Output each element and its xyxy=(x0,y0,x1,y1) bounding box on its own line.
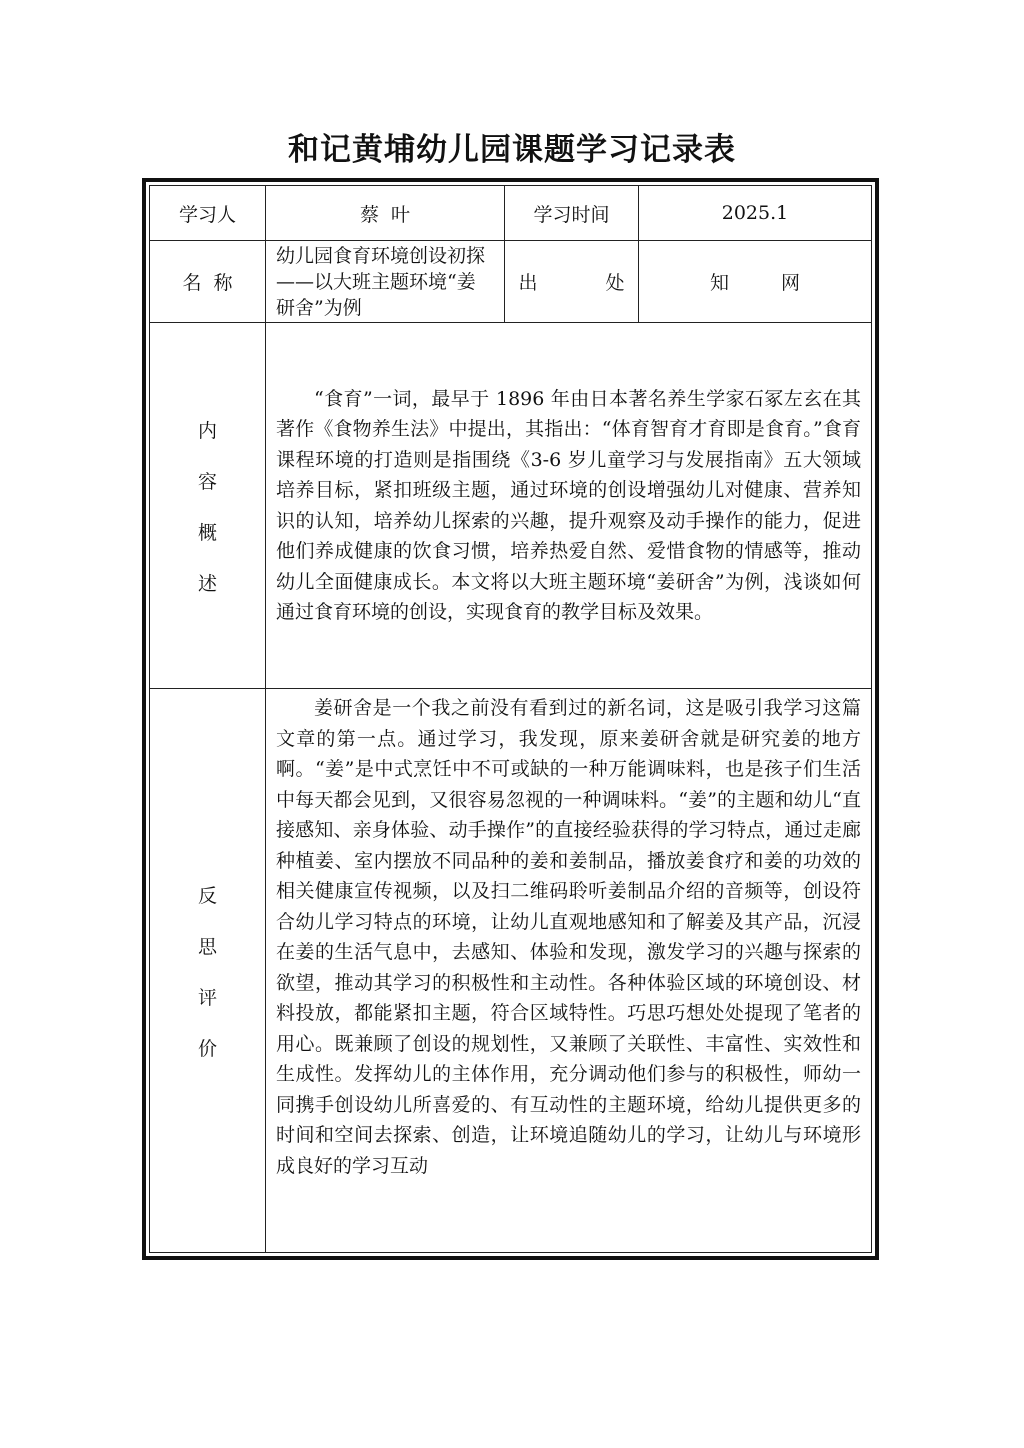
reflection-label xyxy=(150,689,266,1253)
summary-label-char: 概 xyxy=(197,521,217,544)
reflection-label-char: 反 xyxy=(197,884,217,907)
summary-label-char: 述 xyxy=(197,572,217,595)
table-row-name xyxy=(150,241,872,323)
study-time-value: 2025.1 xyxy=(639,186,872,241)
name-label: 名 称 xyxy=(150,241,266,323)
summary-label-char: 容 xyxy=(197,470,217,493)
reflection-label-char: 思 xyxy=(197,935,217,958)
table-row-learner xyxy=(150,186,872,241)
reflection-label-char: 评 xyxy=(197,986,217,1009)
summary-content xyxy=(266,323,872,689)
table-row-summary xyxy=(150,323,872,689)
reflection-label-char: 价 xyxy=(197,1037,217,1060)
study-time-label: 学习时间 xyxy=(505,186,639,241)
summary-label xyxy=(150,323,266,689)
reflection-content xyxy=(266,689,872,1253)
record-table xyxy=(149,185,872,1253)
learner-label: 学习人 xyxy=(150,186,266,241)
reflection-text: 姜研舍是一个我之前没有看到过的新名词，这是吸引我学习这篇文章的第一点。通过学习，我发现，原来姜研舍就是研究姜的地方啊。“姜”是中式烹饪中不可或缺的一种万能调味料，也是孩子们生活中每天都会见到，又很容易忽视的一种调味料。“姜”的主题和幼儿“直接感知、亲身体验、动手操作”的直接经验获得的学习特点，通过走廊种植姜、室内摆放不同品种的姜和姜制品，播放姜食疗和姜的功效的相关健康宣传视频，以及扫二维码聆听姜制品介绍的音频等，创设符合幼儿学习特点的环境，让幼儿直观地感知和了解姜及其产品，沉浸在姜的生活气息中，去感知、体验和发现，激发学习的兴趣与探索的欲望，推动其学习的积极性和主动性。各种体验区域的环境创设、材料投放，都能紧扣主题，符合区域特性。巧思巧想处处提现了笔者的用心。既兼顾了创设的规划性，又兼顾了关联性、丰富性、实效性和生成性。发挥幼儿的主体作用，充分调动他们参与的积极性，师幼一同携手创设幼儿所喜爱的、有互动性的主题环境，给幼儿提供更多的时间和空间去探索、创造，让环境追随幼儿的学习，让幼儿与环境形成良好的学习互动 xyxy=(276,697,861,1177)
article-name-value: 幼儿园食育环境创设初探——以大班主题环境“姜研舍”为例 xyxy=(266,241,505,323)
source-value: 知 网 xyxy=(639,241,872,323)
table-row-reflection xyxy=(150,689,872,1253)
learner-value: 蔡 叶 xyxy=(266,186,505,241)
summary-label-char: 内 xyxy=(197,419,217,442)
page-title: 和记黄埔幼儿园课题学习记录表 xyxy=(288,132,736,168)
source-label: 出 处 xyxy=(505,241,639,323)
record-table-frame xyxy=(142,178,879,1260)
summary-text: “食育”一词，最早于 1896 年由日本著名养生学家石冢左玄在其著作《食物养生法》中提出，其指出：“体育智育才育即是食育。”食育课程环境的打造则是指围绕《3-6 岁儿童学习与发展指南》五大领域培养目标，紧扣班级主题，通过环境的创设增强幼儿对健康、营养知识的认知，培养幼儿探索的兴趣，提升观察及动手操作的能力，促进他们养成健康的饮食习惯，培养热爱自然、爱惜食物的情感等，推动幼儿全面健康成长。本文将以大班主题环境“姜研舍”为例，浅谈如何通过食育环境的创设，实现食育的教学目标及效果。 xyxy=(276,387,861,623)
